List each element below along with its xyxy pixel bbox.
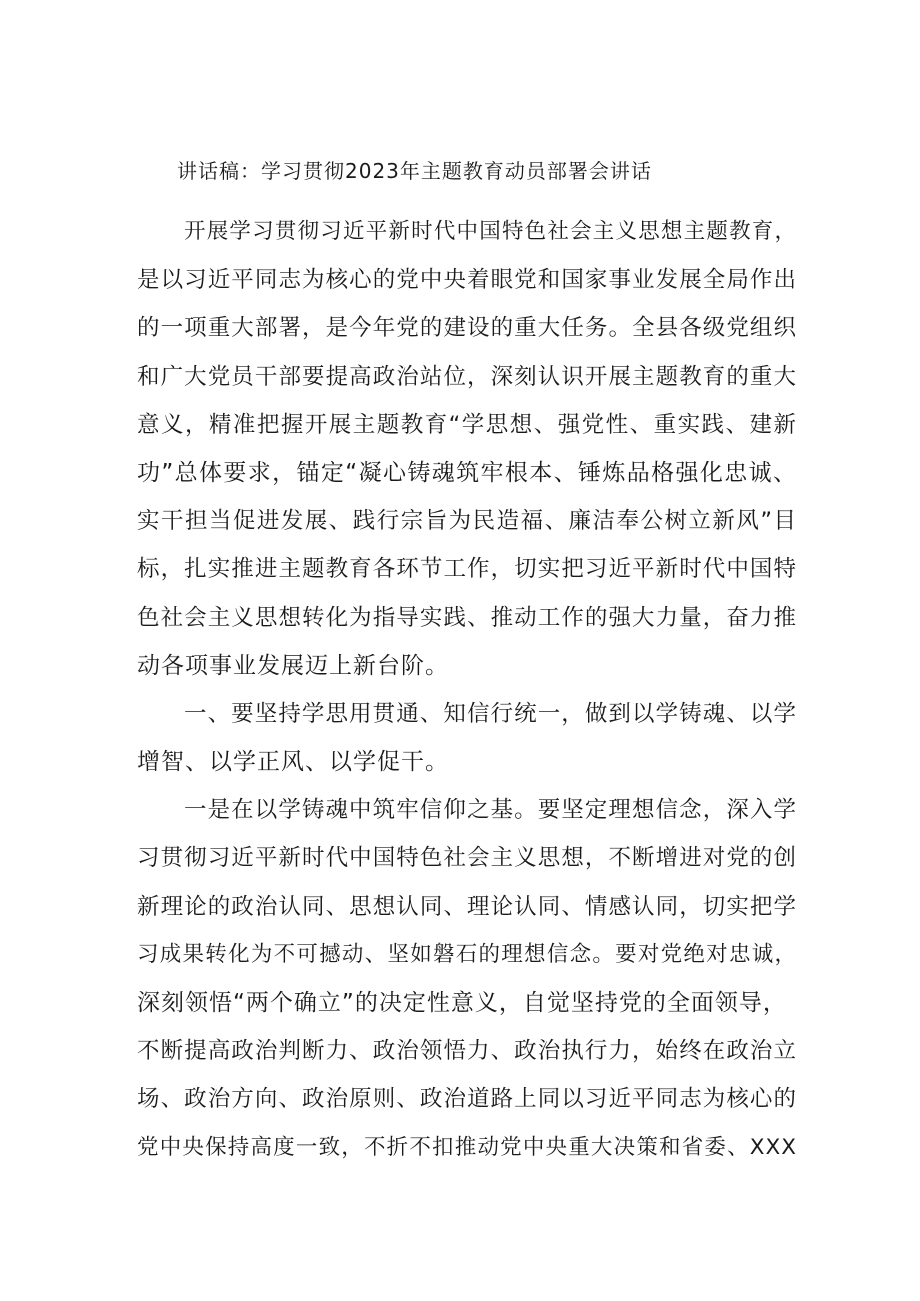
paragraph-line: 党中央保持高度一致，不折不扣推动党中央重大决策和省委、XXX [137, 1134, 797, 1160]
paragraph-line: 实干担当促进发展、践行宗旨为民造福、廉洁奉公树立新风”目 [137, 508, 797, 535]
paragraph-line: 标，扎实推进主题教育各环节工作，切实把习近平新时代中国特 [137, 556, 797, 583]
paragraph-line: 习成果转化为不可撼动、坚如磐石的理想信念。要对党绝对忠诚， [137, 941, 797, 967]
paragraph-line: 一是在以学铸魂中筑牢信仰之基。要坚定理想信念，深入学 [184, 797, 797, 824]
document-body [137, 208, 797, 1172]
section-heading-line: 一、要坚持学思用贯通、知信行统一，做到以学铸魂、以学 [184, 700, 797, 727]
paragraph-line: 和广大党员干部要提高政治站位，深刻认识开展主题教育的重大 [137, 363, 797, 390]
paragraph-line: 功”总体要求，锚定“凝心铸魂筑牢根本、锤炼品格强化忠诚、 [137, 459, 797, 486]
paragraph-line: 开展学习贯彻习近平新时代中国特色社会主义思想主题教育， [184, 219, 797, 244]
paragraph-line: 习贯彻习近平新时代中国特色社会主义思想，不断增进对党的创 [137, 845, 797, 872]
paragraph-line: 动各项事业发展迈上新台阶。 [137, 652, 449, 679]
paragraph-line: 场、政治方向、政治原则、政治道路上同以习近平同志为核心的 [137, 1086, 797, 1113]
paragraph-line: 不断提高政治判断力、政治领悟力、政治执行力，始终在政治立 [137, 1038, 797, 1065]
paragraph-line: 意义，精准把握开展主题教育“学思想、强党性、重实践、建新 [137, 411, 797, 438]
paragraph-line: 的一项重大部署，是今年党的建设的重大任务。全县各级党组织 [137, 315, 797, 342]
paragraph-line: 深刻领悟“两个确立”的决定性意义，自觉坚持党的全面领导， [137, 990, 787, 1016]
document-title: 讲话稿：学习贯彻2023年主题教育动员部署会讲话 [177, 159, 652, 183]
paragraph-line: 新理论的政治认同、思想认同、理论认同、情感认同，切实把学 [137, 893, 797, 920]
paragraph-line: 色社会主义思想转化为指导实践、推动工作的强大力量，奋力推 [137, 604, 797, 631]
paragraph-line: 是以习近平同志为核心的党中央着眼党和国家事业发展全局作出 [137, 267, 797, 294]
section-heading-line: 增智、以学正风、以学促干。 [137, 749, 449, 776]
